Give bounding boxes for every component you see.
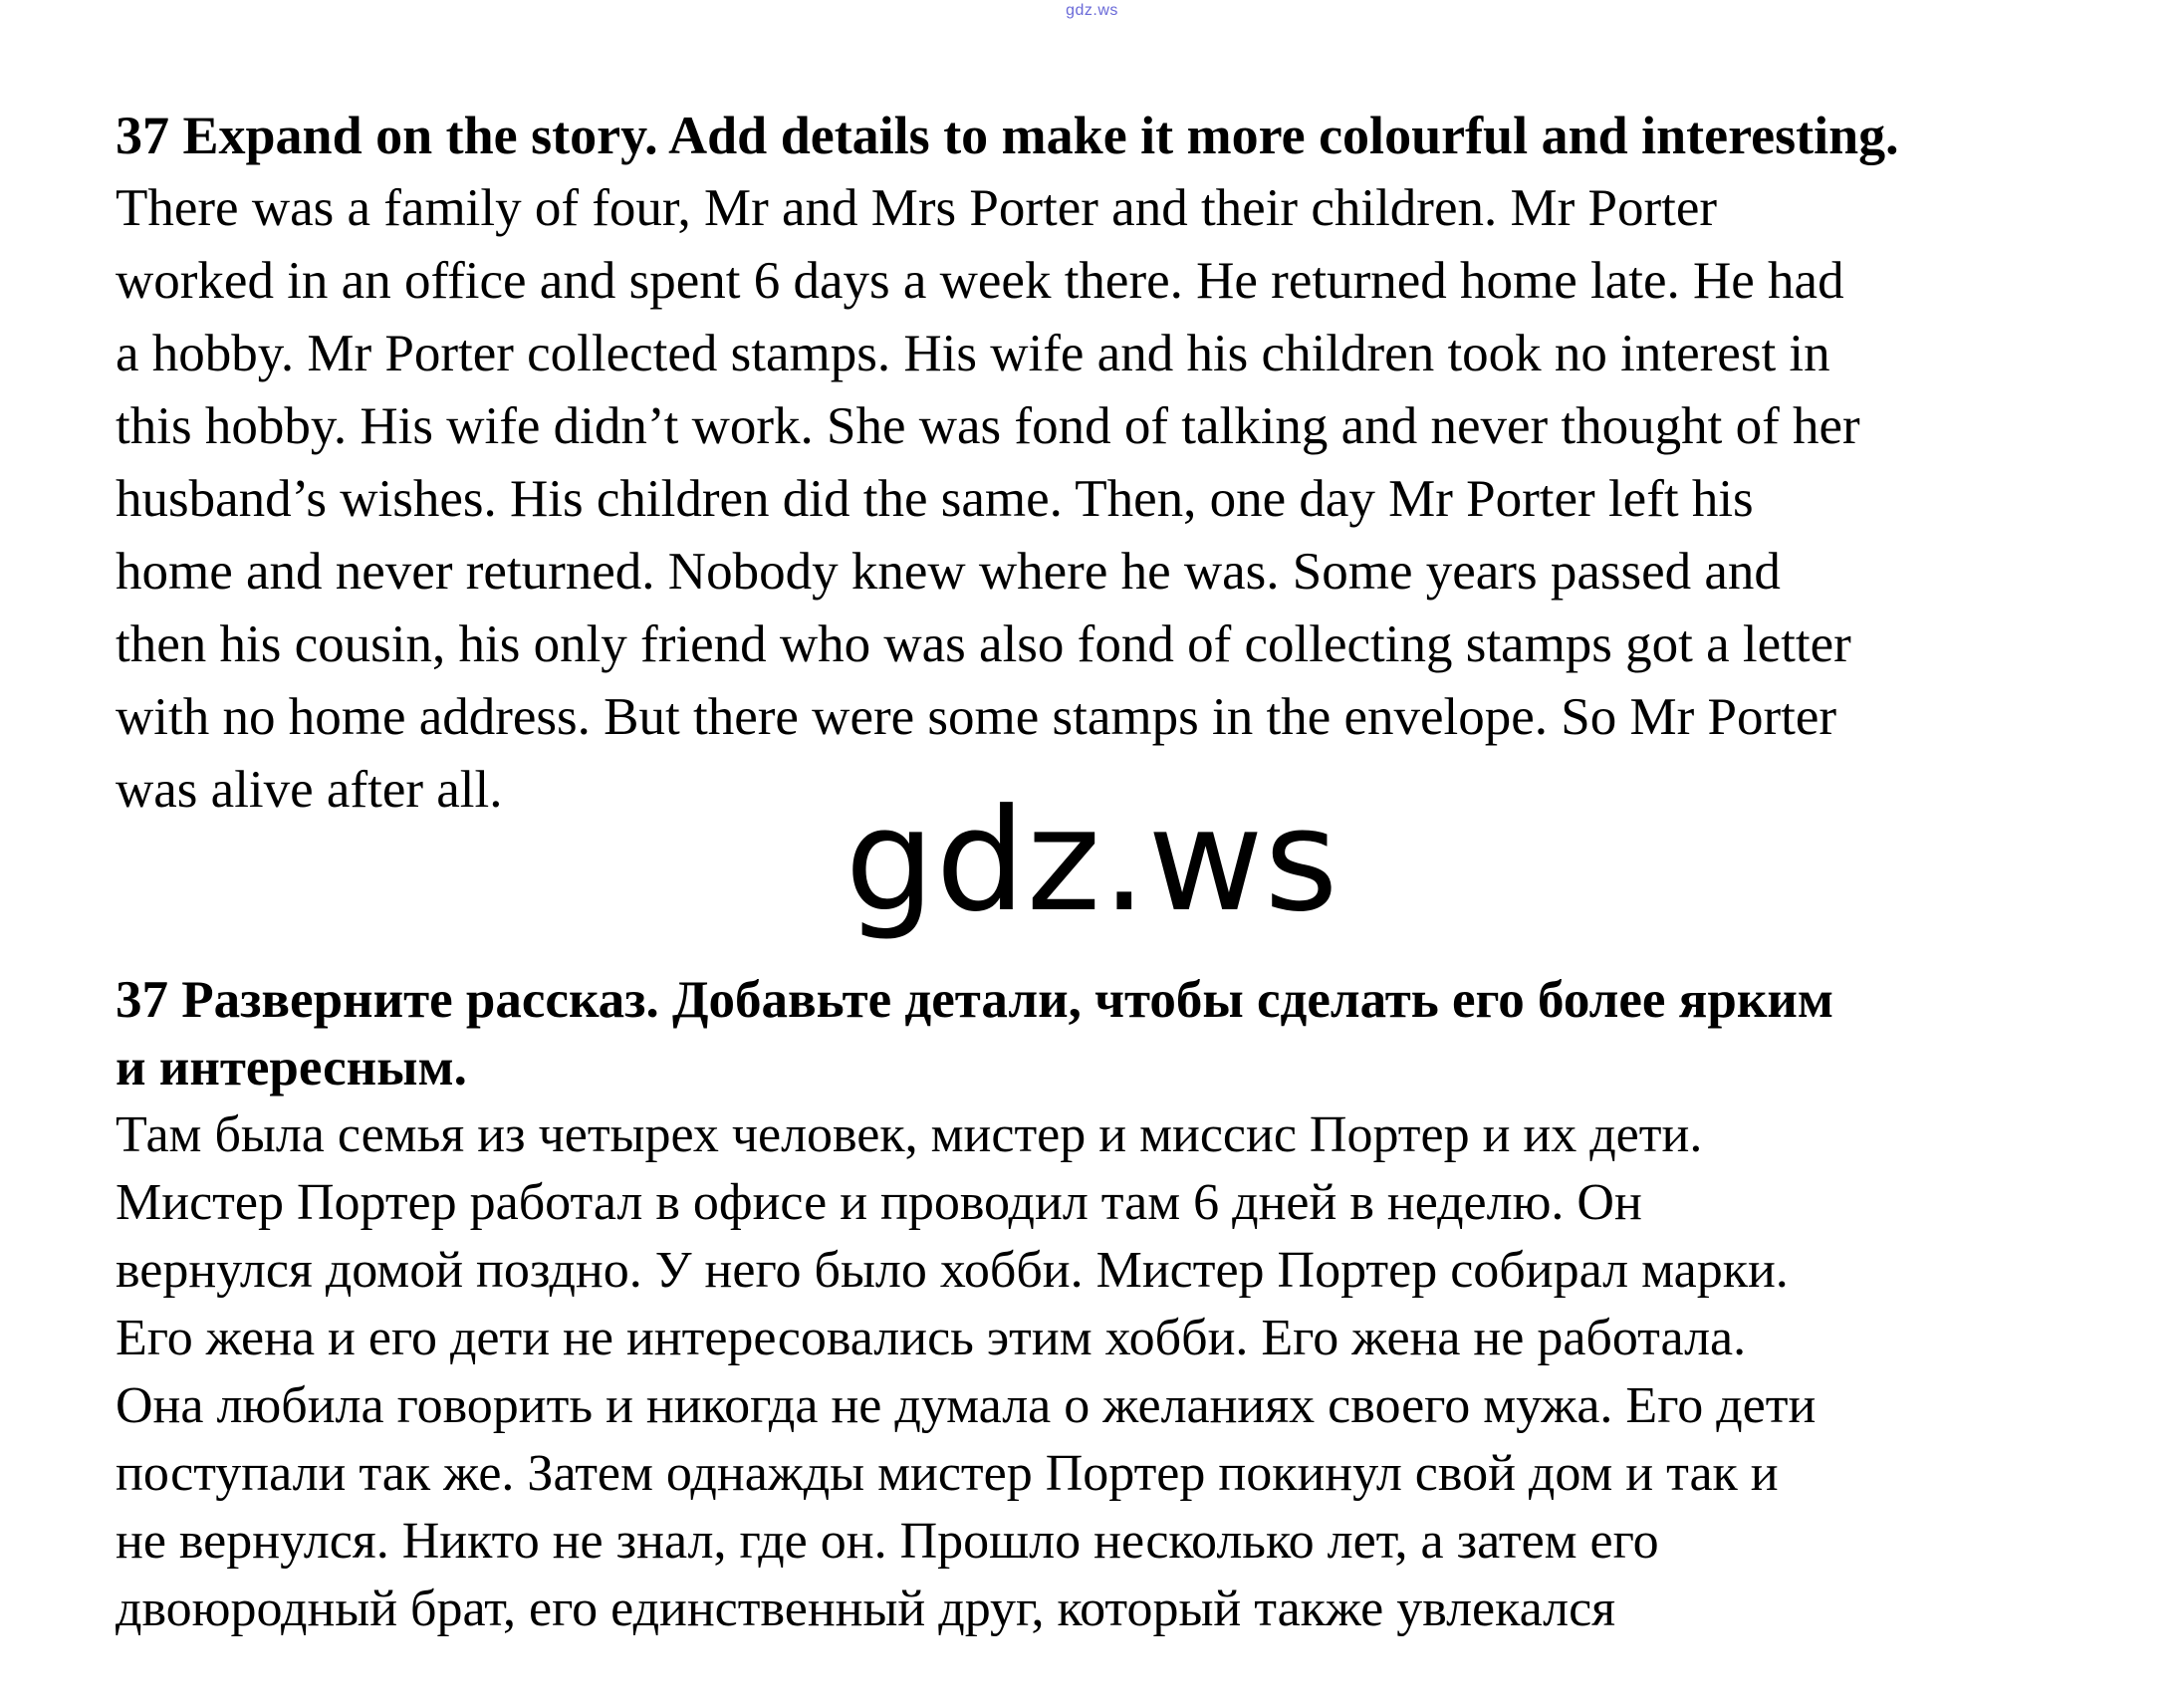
english-line: There was a family of four, Mr and Mrs Porter and their children. Mr Porter <box>116 179 1718 237</box>
russian-line: Мистер Портер работал в офисе и проводил там 6 дней в неделю. Он <box>116 1174 1642 1231</box>
english-line: then his cousin, his only friend who was also fond of collecting stamps got a letter <box>116 615 1851 673</box>
russian-line: Там была семья из четырех человек, мистер и миссис Портер и их дети. <box>116 1106 1703 1163</box>
center-watermark: gdz.ws <box>845 779 1339 943</box>
russian-line: двоюродный брат, его единственный друг, который также увлекался <box>116 1581 1616 1637</box>
english-line: home and never returned. Nobody knew where he was. Some years passed and <box>116 543 1781 601</box>
english-line: with no home address. But there were some stamps in the envelope. So Mr Porter <box>116 688 1837 746</box>
russian-line: не вернулся. Никто не знал, где он. Прошло несколько лет, а затем его <box>116 1513 1659 1570</box>
russian-line: вернулся домой поздно. У него было хобби. Мистер Портер собирал марки. <box>116 1242 1789 1299</box>
russian-heading-line: и интересным. <box>116 1039 467 1097</box>
russian-line: Его жена и его дети не интересовались этим хобби. Его жена не работала. <box>116 1310 1747 1366</box>
english-line: worked in an office and spent 6 days a week there. He returned home late. He had <box>116 252 1844 310</box>
russian-line: Она любила говорить и никогда не думала о желаниях своего мужа. Его дети <box>116 1377 1817 1434</box>
english-section <box>116 100 2117 827</box>
russian-section <box>116 966 2117 1643</box>
english-line: this hobby. His wife didn’t work. She was fond of talking and never thought of her <box>116 397 1860 455</box>
russian-heading-line: 37 Разверните рассказ. Добавьте детали, чтобы сделать его более ярким <box>116 971 1834 1029</box>
english-heading: 37 Expand on the story. Add details to make it more colourful and interesting. <box>116 106 1899 165</box>
english-line: was alive after all. <box>116 761 503 819</box>
russian-line: поступали так же. Затем однажды мистер Портер покинул свой дом и так и <box>116 1445 1779 1502</box>
top-watermark: gdz.ws <box>1066 2 1118 19</box>
english-line: husband’s wishes. His children did the same. Then, one day Mr Porter left his <box>116 470 1754 528</box>
english-line: a hobby. Mr Porter collected stamps. His wife and his children took no interest in <box>116 325 1830 382</box>
